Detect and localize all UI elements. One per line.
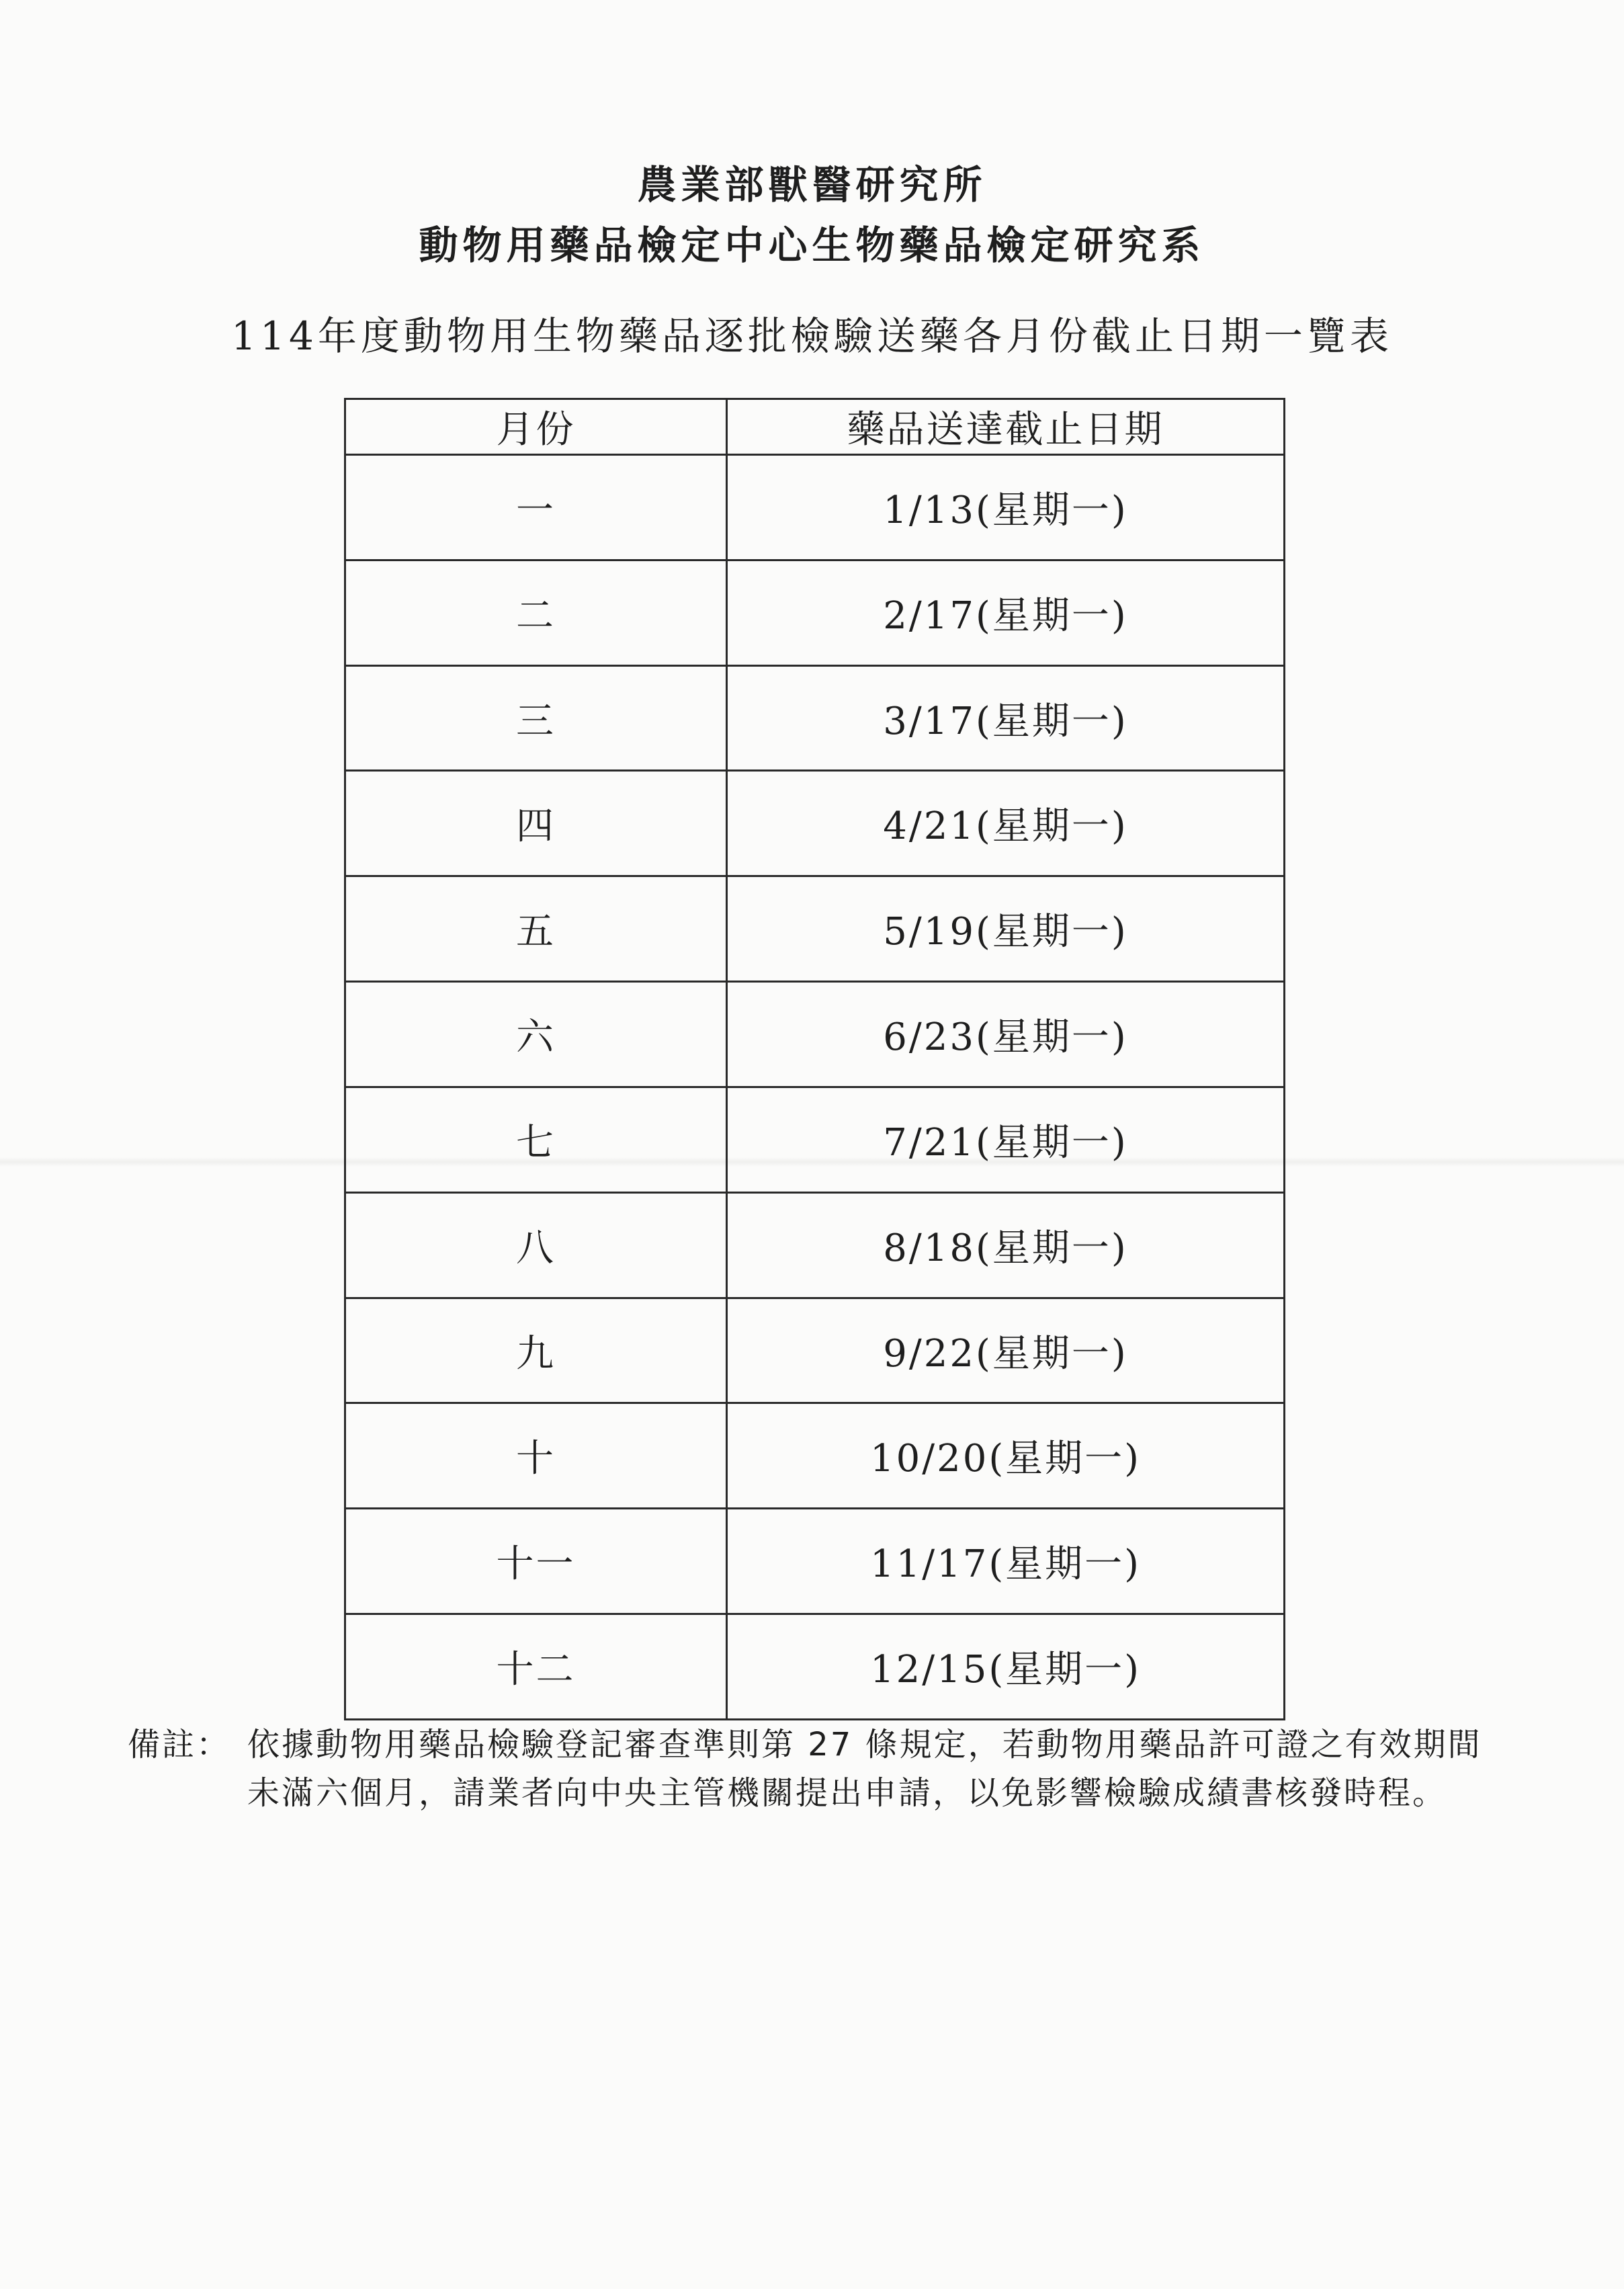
deadline-cell: 5/19(星期一) [727,876,1285,982]
deadline-cell: 7/21(星期一) [727,1087,1285,1192]
table-row [345,1509,1285,1614]
deadline-cell: 3/17(星期一) [727,665,1285,771]
deadline-table [344,398,1285,1720]
deadline-cell: 1/13(星期一) [727,455,1285,560]
month-cell: 四 [345,771,727,876]
deadline-cell: 12/15(星期一) [727,1614,1285,1720]
organization-name: 農業部獸醫研究所 [637,162,987,208]
table-row [345,1403,1285,1509]
table-row [345,1192,1285,1298]
table-row [345,771,1285,876]
month-cell: 三 [345,665,727,771]
table-row [345,560,1285,665]
month-cell: 十二 [345,1614,727,1720]
month-cell: 十 [345,1403,727,1509]
month-cell: 八 [345,1192,727,1298]
deadline-cell: 4/21(星期一) [727,771,1285,876]
deadline-cell: 11/17(星期一) [727,1509,1285,1614]
remarks-label: 備註： [128,1726,231,1763]
month-cell: 二 [345,560,727,665]
table-row [345,665,1285,771]
month-cell: 十一 [345,1509,727,1614]
table-row [345,1087,1285,1192]
month-cell: 七 [345,1087,727,1192]
remarks-text: 依據動物用藥品檢驗登記審查準則第 27 條規定，若動物用藥品許可證之有效期間未滿六個月，請業者向中央主管機關提出申請，以免影響檢驗成績書核發時程。 [247,1726,1482,1812]
table-row [345,1614,1285,1720]
deadline-cell: 8/18(星期一) [727,1192,1285,1298]
month-cell: 一 [345,455,727,560]
month-cell: 六 [345,982,727,1087]
table-row [345,876,1285,982]
column-header-month: 月份 [345,399,727,455]
document-title: 114年度動物用生物藥品逐批檢驗送藥各月份截止日期一覽表 [231,313,1393,359]
table-row [345,1298,1285,1403]
month-cell: 九 [345,1298,727,1403]
month-cell: 五 [345,876,727,982]
table-header-row [345,399,1285,455]
column-header-deadline: 藥品送達截止日期 [727,399,1285,455]
deadline-cell: 10/20(星期一) [727,1403,1285,1509]
deadline-cell: 6/23(星期一) [727,982,1285,1087]
deadline-cell: 9/22(星期一) [727,1298,1285,1403]
department-name: 動物用藥品檢定中心生物藥品檢定研究系 [419,222,1205,268]
deadline-cell: 2/17(星期一) [727,560,1285,665]
table-row [345,455,1285,560]
table-row [345,982,1285,1087]
